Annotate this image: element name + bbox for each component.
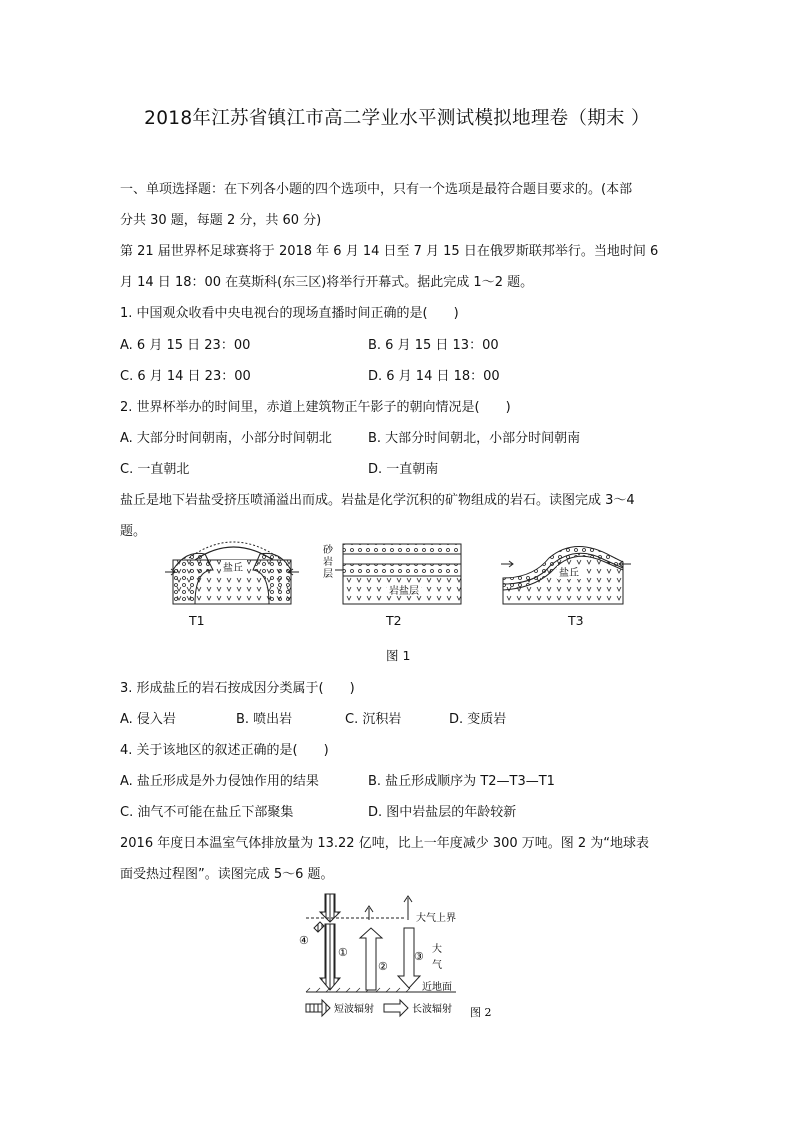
fig1-caption: 图 1 (386, 648, 411, 663)
section-heading-line1: 一、单项选择题：在下列各小题的四个选项中，只有一个选项是最符合题目要求的。(本部 (120, 182, 633, 197)
q4-option-c: C. 油气不可能在盐丘下部聚集 (120, 805, 294, 820)
q4-option-d: D. 图中岩盐层的年龄较新 (368, 805, 517, 820)
fig2-top-atmosphere-label: 大气上界 (416, 913, 456, 924)
intro1-line1: 第 21 届世界杯足球赛将于 2018 年 6 月 14 日至 7 月 15 日在俄罗斯联邦举行。当地时间 6 (120, 244, 659, 259)
q1-stem: 1. 中国观众收看中央电视台的现场直播时间正确的是( ) (120, 306, 459, 321)
t3-salt-dome-label: 盐丘 (559, 568, 579, 579)
q3-option-d: D. 变质岩 (449, 712, 507, 727)
fig2-atm-label-2: 气 (432, 960, 442, 971)
intro3-line2: 面受热过程图”。读图完成 5～6 题。 (120, 867, 334, 882)
t1-salt-dome-label: 盐丘 (223, 563, 243, 574)
q4-option-a: A. 盐丘形成是外力侵蚀作用的结果 (120, 774, 319, 789)
q3-stem: 3. 形成盐丘的岩石按成因分类属于( ) (120, 681, 355, 696)
t1-diagram (165, 542, 299, 604)
fig2-num-1: ① (338, 946, 348, 959)
fig1-t3-label: T3 (568, 613, 584, 628)
q1-option-a: A. 6 月 15 日 23：00 (120, 338, 251, 353)
figure2-earth-heating-diagram (296, 890, 506, 1024)
fig2-legend-long: 长波辐射 (412, 1004, 452, 1015)
t2-salt-layer-label: 岩盐层 (389, 586, 419, 597)
q2-option-a: A. 大部分时间朝南，小部分时间朝北 (120, 431, 332, 446)
intro2-line2: 题。 (120, 524, 147, 539)
intro1-line2: 月 14 日 18：00 在莫斯科(东三区)将举行开幕式。据此完成 1～2 题。 (120, 275, 534, 290)
fig2-caption: 图 2 (470, 1006, 492, 1019)
t2-label-sand: 砂 (323, 545, 333, 556)
q3-option-a: A. 侵入岩 (120, 712, 176, 727)
q4-stem: 4. 关于该地区的叙述正确的是( ) (120, 743, 329, 758)
q1-option-c: C. 6 月 14 日 23：00 (120, 369, 251, 384)
section-heading-line2: 分共 30 题，每题 2 分，共 60 分) (120, 213, 322, 228)
q4-option-b: B. 盐丘形成顺序为 T2—T3—T1 (368, 774, 555, 789)
t2-diagram (323, 543, 461, 604)
fig2-legend-short: 短波辐射 (334, 1004, 374, 1015)
q3-option-b: B. 喷出岩 (236, 712, 293, 727)
t3-diagram (501, 546, 631, 604)
fig1-t1-label: T1 (189, 613, 205, 628)
q1-option-d: D. 6 月 14 日 18：00 (368, 369, 500, 384)
intro2-line1: 盐丘是地下岩盐受挤压喷涌溢出而成。岩盐是化学沉积的矿物组成的岩石。读图完成 3～4 (120, 493, 635, 508)
fig2-num-3: ③ (414, 950, 424, 963)
fig1-t2-label: T2 (386, 613, 402, 628)
t2-label-rock: 岩 (323, 557, 333, 568)
q2-option-b: B. 大部分时间朝北，小部分时间朝南 (368, 431, 581, 446)
fig2-atm-label-1: 大 (432, 944, 442, 955)
fig2-num-4: ④ (299, 934, 309, 947)
q2-option-c: C. 一直朝北 (120, 462, 190, 477)
q2-option-d: D. 一直朝南 (368, 462, 439, 477)
fig2-ground-label: 近地面 (422, 982, 452, 993)
intro3-line1: 2016 年度日本温室气体排放量为 13.22 亿吨，比上一年度减少 300 万吨。图 2 为“地球表 (120, 836, 650, 851)
fig2-num-2: ② (378, 960, 388, 973)
page-title: 2018年江苏省镇江市高二学业水平测试模拟地理卷（期末 ） (144, 108, 650, 129)
q1-option-b: B. 6 月 15 日 13：00 (368, 338, 499, 353)
q3-option-c: C. 沉积岩 (345, 712, 402, 727)
t2-label-layer: 层 (323, 569, 333, 580)
figure1-salt-dome-diagrams (165, 540, 635, 612)
q2-stem: 2. 世界杯举办的时间里，赤道上建筑物正午影子的朝向情况是( ) (120, 400, 511, 415)
